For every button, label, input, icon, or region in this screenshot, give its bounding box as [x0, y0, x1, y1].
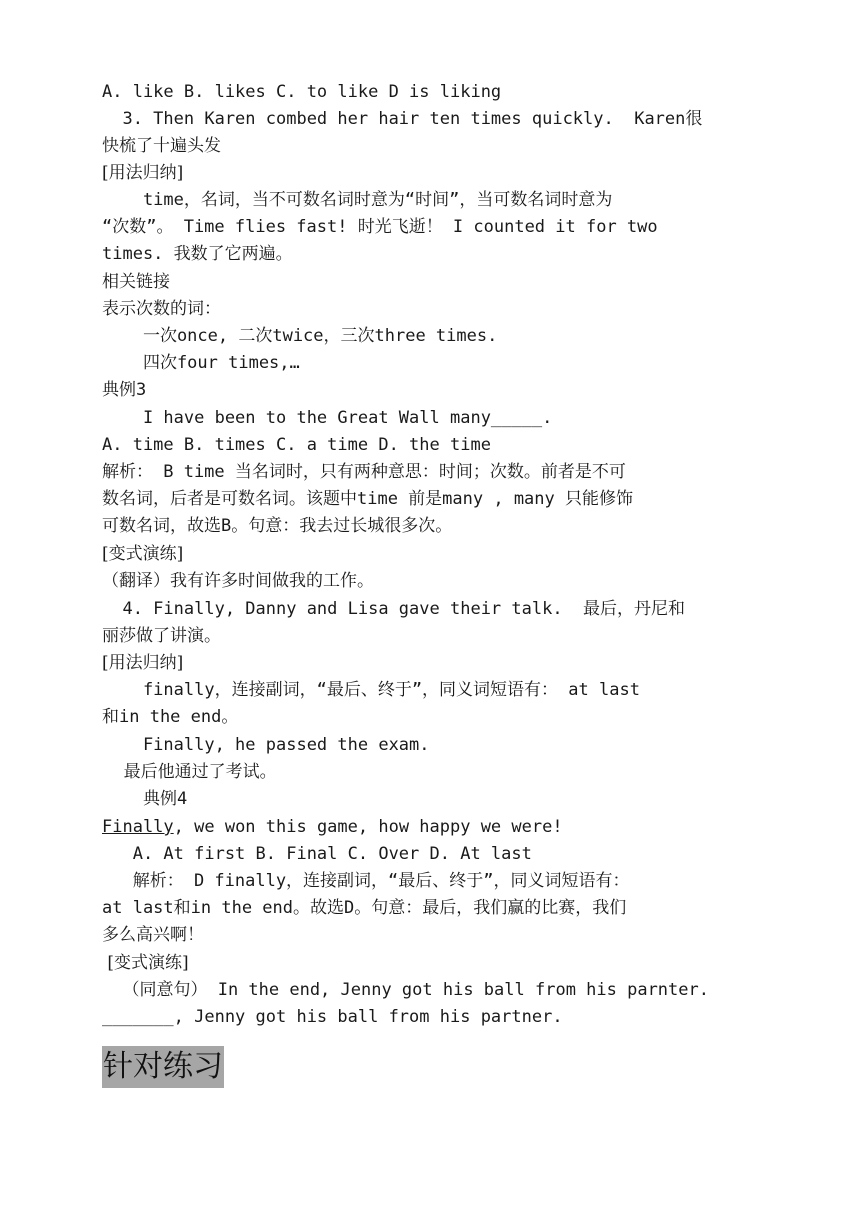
text-line: [变式演练] [102, 953, 189, 973]
text-line: [用法归纳] [102, 653, 184, 673]
text-line: 表示次数的词： [102, 299, 221, 319]
text-line: 数名词，后者是可数名词。该题中time 前是many , many 只能修饰 [102, 489, 633, 509]
text-line: （同意句） In the end, Jenny got his ball from his parnter. [102, 980, 709, 1000]
text-line: 解析： B time 当名词时，只有两种意思：时间；次数。前者是不可 [102, 462, 626, 482]
text-line: finally，连接副词，“最后、终于”，同义词短语有： at last [102, 680, 640, 700]
text-line: Finally, we won this game, how happy we were! [102, 817, 563, 837]
text-line: A. time B. times C. a time D. the time [102, 435, 491, 455]
text-line: A. At first B. Final C. Over D. At last [102, 844, 532, 864]
text-line: 相关链接 [102, 272, 170, 292]
text-line: 一次once, 二次twice，三次three times. [102, 326, 498, 346]
text-line: 4. Finally, Danny and Lisa gave their talk. 最后，丹尼和 [102, 599, 686, 619]
text-line: 典例3 [102, 380, 147, 400]
text-line: I have been to the Great Wall many_____. [102, 408, 553, 428]
section-heading: 针对练习 [102, 1046, 224, 1088]
text-line: [变式演练] [102, 544, 184, 564]
text-line: 多么高兴啊！ [102, 925, 204, 945]
text-line: _______, Jenny got his ball from his partner. [102, 1007, 563, 1027]
text-line: 快梳了十遍头发 [102, 136, 221, 156]
text-line: （翻译）我有许多时间做我的工作。 [102, 571, 374, 591]
underlined-word: Finally [102, 817, 174, 837]
text-line: times. 我数了它两遍。 [102, 244, 293, 264]
text-line: 和in the end。 [102, 707, 239, 727]
text-line: 解析： D finally，连接副词，“最后、终于”，同义词短语有： [102, 871, 630, 891]
text-line: A. like B. likes C. to like D is liking [102, 82, 502, 102]
text-line: 丽莎做了讲演。 [102, 626, 221, 646]
text-line: 四次four times,… [102, 353, 300, 373]
text-line: time，名词，当不可数名词时意为“时间”，当可数名词时意为 [102, 190, 613, 210]
text-line: 最后他通过了考试。 [102, 762, 277, 782]
text-line: at last和in the end。故选D。句意：最后，我们赢的比赛，我们 [102, 898, 627, 918]
text-line: 可数名词，故选B。句意：我去过长城很多次。 [102, 516, 453, 536]
text-line: “次数”。 Time flies fast! 时光飞逝！ I counted it for two [102, 217, 658, 237]
text-line: 典例4 [102, 789, 188, 809]
text-line: 3. Then Karen combed her hair ten times quickly. Karen很 [102, 109, 703, 129]
text-line: [用法归纳] [102, 163, 184, 183]
text-line: Finally, he passed the exam. [102, 735, 430, 755]
